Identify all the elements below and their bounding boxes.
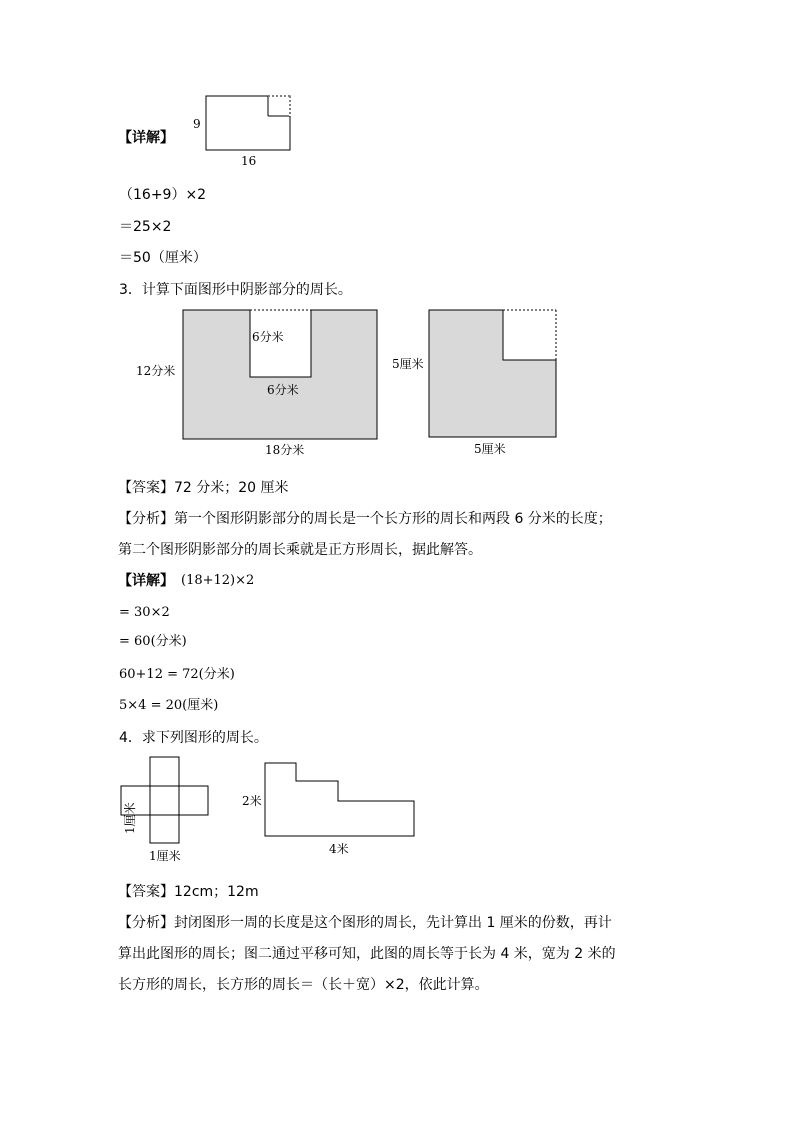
question-3-title: 3．计算下面图形中阴影部分的周长。 bbox=[119, 282, 352, 298]
q4-analysis-line-2: 算出此图形的周长；图二通过平移可知，此图的周长等于长为 4 米，宽为 2 米的 bbox=[118, 946, 616, 962]
q3-fig1-notch-bottom-label: 6分米 bbox=[267, 383, 299, 397]
q3-detail-line-3: = 60(分米) bbox=[119, 634, 187, 649]
q3-detail-line-4: 60+12 = 72(分米) bbox=[119, 667, 235, 682]
q3-detail-line-2: = 30×2 bbox=[119, 605, 170, 620]
q3-analysis-line-2: 第二个图形阴影部分的周长乘就是正方形周长，据此解答。 bbox=[118, 542, 482, 558]
q3-fig2-bottom-label: 5厘米 bbox=[474, 442, 506, 456]
q3-fig1-left-label: 12分米 bbox=[136, 364, 176, 378]
fig-height-label: 9 bbox=[193, 117, 201, 131]
detail-label: 【详解】 bbox=[118, 130, 174, 146]
q3-analysis-line-1: 【分析】第一个图形阴影部分的周长是一个长方形的周长和两段 6 分米的长度； bbox=[118, 511, 612, 527]
q3-answer: 【答案】72 分米；20 厘米 bbox=[118, 480, 289, 496]
q4-answer: 【答案】12cm；12m bbox=[118, 884, 259, 900]
calc-line-3: ＝50（厘米） bbox=[119, 250, 207, 266]
q3-fig1-bottom-label: 18分米 bbox=[265, 443, 305, 457]
q4-fig2-left-label: 2米 bbox=[242, 794, 262, 808]
q3-fig1-notch-side-label: 6分米 bbox=[252, 330, 284, 344]
fig-width-label: 16 bbox=[241, 154, 257, 168]
q4-fig1-bottom-label: 1厘米 bbox=[149, 849, 181, 863]
question-4-title: 4．求下列图形的周长。 bbox=[119, 730, 268, 746]
q4-fig2-bottom-label: 4米 bbox=[329, 842, 349, 856]
q3-detail-label: 【详解】 bbox=[118, 573, 174, 589]
q4-analysis-line-3: 长方形的周长，长方形的周长＝（长＋宽）×2，依此计算。 bbox=[118, 977, 489, 993]
calc-line-1: （16+9）×2 bbox=[119, 187, 207, 203]
q3-fig2-left-label: 5厘米 bbox=[392, 357, 424, 371]
calc-line-2: ＝25×2 bbox=[119, 219, 172, 235]
q3-detail-line-5: 5×4 = 20(厘米) bbox=[119, 698, 219, 713]
q4-analysis-line-1: 【分析】封闭图形一周的长度是这个图形的周长，先计算出 1 厘米的份数，再计 bbox=[118, 915, 612, 931]
q3-detail-line-1: (18+12)×2 bbox=[181, 573, 255, 588]
q4-fig1-vertical-label: 1厘米 bbox=[123, 802, 137, 834]
